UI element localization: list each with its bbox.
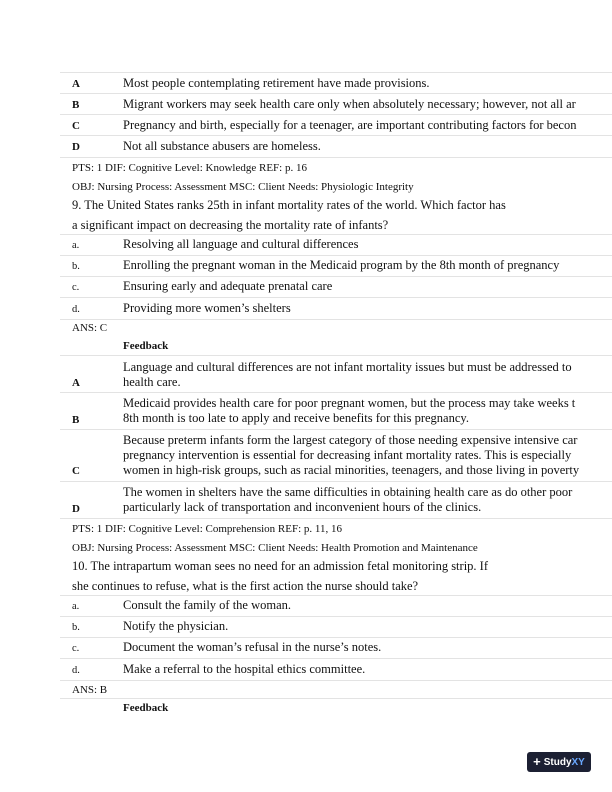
- feedback-text: Because preterm infants form the largest category of those needing expensive intensive car: [123, 433, 578, 447]
- option-key: d.: [72, 304, 80, 315]
- option-row: [60, 595, 612, 616]
- table-row: [60, 114, 612, 135]
- option-key: a.: [72, 240, 80, 251]
- plus-icon: +: [533, 754, 541, 769]
- feedback-text: Medicaid provides health care for poor pregnant women, but the process may take weeks t: [123, 396, 576, 410]
- option-row: [60, 616, 612, 637]
- feedback-text: health care.: [123, 375, 181, 389]
- divider: [60, 680, 612, 681]
- feedback-text: 8th month is too late to apply and receive benefits for this pregnancy.: [123, 411, 469, 425]
- option-row: [60, 637, 612, 658]
- divider: [60, 698, 612, 699]
- feedback-text: women in high-risk groups, such as racial minorities, teenagers, and those living in poverty: [123, 463, 580, 477]
- divider: [60, 518, 612, 519]
- answer-line: ANS: B: [72, 684, 108, 696]
- option-key: b.: [72, 622, 80, 633]
- feedback-key: C: [72, 465, 80, 477]
- table-row: [60, 72, 612, 93]
- rationale-key: D: [72, 141, 80, 153]
- option-text: Notify the physician.: [123, 619, 229, 633]
- option-key: a.: [72, 601, 80, 612]
- option-text: Consult the family of the woman.: [123, 598, 292, 612]
- option-key: c.: [72, 282, 80, 293]
- option-key: b.: [72, 261, 80, 272]
- feedback-text: pregnancy intervention is essential for decreasing infant mortality rates. This is especially: [123, 448, 572, 462]
- feedback-key: A: [72, 377, 80, 389]
- logo-text-study: Study: [543, 756, 572, 768]
- feedback-key: D: [72, 503, 80, 515]
- divider: [60, 157, 612, 158]
- divider: [60, 319, 612, 320]
- feedback-row: [60, 429, 612, 481]
- option-key: c.: [72, 643, 80, 654]
- feedback-key: B: [72, 414, 80, 426]
- answer-line: ANS: C: [72, 322, 108, 334]
- logo-text-xy: XY: [571, 756, 585, 768]
- option-row: [60, 255, 612, 276]
- option-text: Providing more women’s shelters: [123, 301, 291, 315]
- option-row: [60, 297, 612, 319]
- rationale-key: A: [72, 78, 80, 90]
- table-row: [60, 93, 612, 114]
- option-row: [60, 276, 612, 297]
- feedback-text: The women in shelters have the same difficulties in obtaining health care as do other poor: [123, 485, 573, 499]
- rationale-text: Most people contemplating retirement have made provisions.: [123, 76, 430, 90]
- feedback-row: [60, 481, 612, 518]
- feedback-row: [60, 355, 612, 392]
- table-row: [60, 135, 612, 157]
- pts-line: PTS: 1 DIF: Cognitive Level: Knowledge REF: p. 16: [72, 162, 307, 174]
- question-9-stem: 9. The United States ranks 25th in infant mortality rates of the world. Which factor has: [72, 198, 506, 212]
- rationale-key: B: [72, 99, 80, 111]
- option-text: Resolving all language and cultural differences: [123, 237, 359, 251]
- option-row: [60, 234, 612, 255]
- rationale-text: Pregnancy and birth, especially for a teenager, are important contributing factors for becon: [123, 118, 577, 132]
- question-10-stem-cont: she continues to refuse, what is the first action the nurse should take?: [72, 579, 419, 593]
- studyxy-logo[interactable]: [527, 752, 591, 772]
- obj-line: OBJ: Nursing Process: Assessment MSC: Client Needs: Physiologic Integrity: [72, 181, 414, 193]
- option-text: Enrolling the pregnant woman in the Medicaid program by the 8th month of pregnancy: [123, 258, 560, 272]
- feedback-heading: Feedback: [123, 340, 169, 352]
- rationale-key: C: [72, 120, 80, 132]
- rationale-text: Not all substance abusers are homeless.: [123, 139, 321, 153]
- obj-line: OBJ: Nursing Process: Assessment MSC: Client Needs: Health Promotion and Maintenance: [72, 542, 478, 554]
- option-row: [60, 658, 612, 680]
- option-key: d.: [72, 665, 80, 676]
- option-text: Ensuring early and adequate prenatal care: [123, 279, 333, 293]
- feedback-text: particularly lack of transportation and inconvenient hours of the clinics.: [123, 500, 482, 514]
- rationale-text: Migrant workers may seek health care only when absolutely necessary; however, not all ar: [123, 97, 576, 111]
- feedback-text: Language and cultural differences are not infant mortality issues but must be addressed to: [123, 360, 572, 374]
- feedback-heading: Feedback: [123, 702, 169, 714]
- question-9-stem-cont: a significant impact on decreasing the mortality rate of infants?: [72, 218, 389, 232]
- feedback-row: [60, 392, 612, 429]
- option-text: Document the woman’s refusal in the nurse’s notes.: [123, 640, 382, 654]
- question-10-stem: 10. The intrapartum woman sees no need for an admission fetal monitoring strip. If: [72, 559, 488, 573]
- pts-line: PTS: 1 DIF: Cognitive Level: Comprehension REF: p. 11, 16: [72, 523, 343, 535]
- option-text: Make a referral to the hospital ethics committee.: [123, 662, 366, 676]
